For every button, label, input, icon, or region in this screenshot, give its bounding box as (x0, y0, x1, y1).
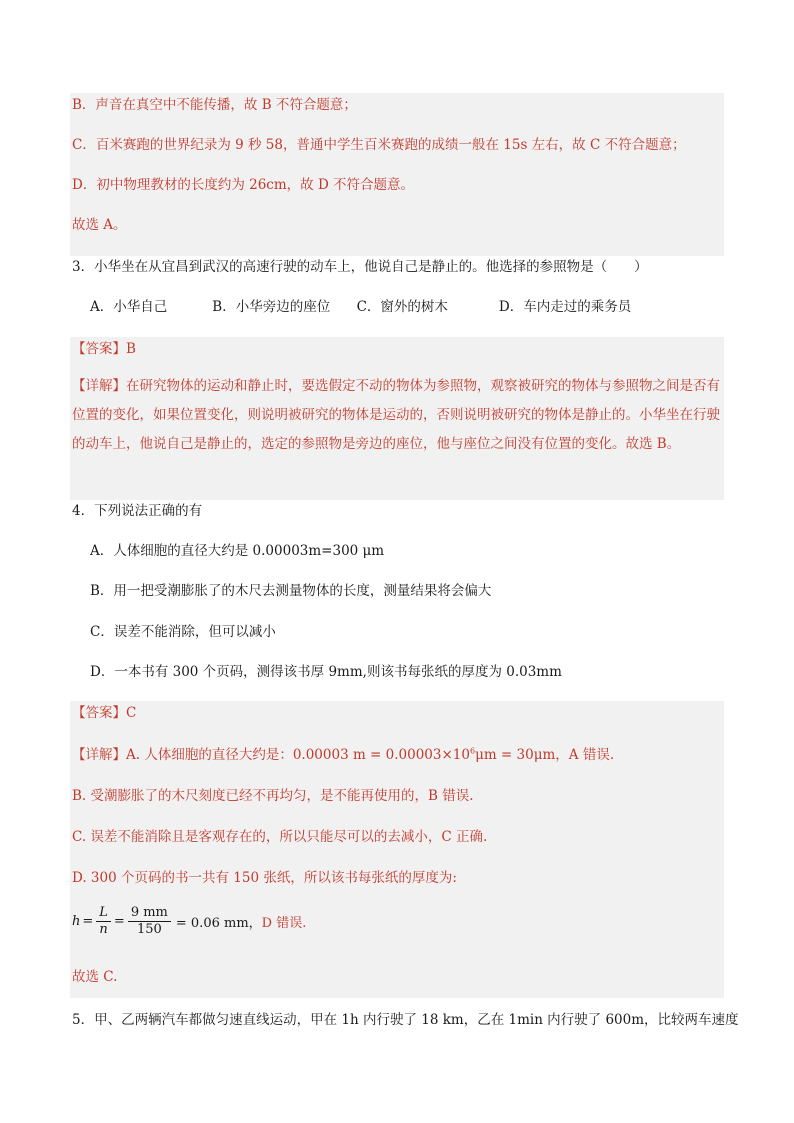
formula-lhs: h (72, 914, 81, 929)
q4-conclusion: 故选 C. (72, 969, 118, 985)
q4-answer-value: C (126, 705, 137, 721)
q4-answer (72, 703, 136, 723)
formula-fraction-2 (128, 905, 171, 938)
q4-detail-b: B. 受潮膨胀了的木尺刻度已经不再均匀，是不能再使用的，B 错误. (72, 788, 474, 804)
q4-option-a: A．人体细胞的直径大约是 0.00003m=300 μm (90, 543, 385, 559)
q3-detail-tag: 【详解】 (72, 378, 126, 394)
formula-f2-den: 150 (136, 922, 162, 937)
q3-detail-text: 在研究物体的运动和静止时，要选假定不动的物体为参照物，观察被研究的物体与参照物之间是否有位置的变化，如果位置变化，则说明被研究的物体是运动的，否则说明被研究的物体是静止的。小华坐在行驶的动车上，他说自己是静止的，选定的参照物是旁边的座位，他与座位之间没有位置的变化。故选 B。 (72, 378, 720, 452)
q3-stem: 3．小华坐在从宜昌到武汉的高速行驶的动车上，他说自己是静止的。他选择的参照物是（ ） (72, 259, 648, 275)
q4-detail-a-exp: 6 (469, 746, 476, 756)
q4-detail-c: C. 误差不能消除且是客观存在的，所以只能尽可以的去减小，C 正确. (72, 829, 488, 845)
prev-answer-b: B．声音在真空中不能传播，故 B 不符合题意； (72, 97, 357, 113)
formula-f2-num: 9 mm (128, 905, 171, 922)
prev-conclusion: 故选 A。 (72, 217, 127, 233)
formula-result: = 0.06 mm， (175, 916, 262, 931)
q4-detail-d: D. 300 个页码的书一共有 150 张纸，所以该书每张纸的厚度为: (72, 870, 457, 886)
q4-stem: 4．下列说法正确的有 (72, 503, 203, 519)
q3-option-b: B．小华旁边的座位 (212, 299, 331, 315)
formula-eq-2: = (113, 914, 125, 929)
q3-option-c: C．窗外的树木 (356, 299, 448, 315)
q3-options (90, 297, 631, 317)
formula-f1-num: L (96, 905, 111, 922)
q4-option-d: D．一本书有 300 个页码，测得该书厚 9mm,则该书每张纸的厚度为 0.03mm (90, 664, 562, 680)
q5-stem: 5．甲、乙两辆汽车都做匀速直线运动，甲在 1h 内行驶了 18 km，乙在 1min 内行驶了 600m，比较两车速度 (72, 1012, 739, 1028)
formula-verdict: D 错误. (261, 916, 307, 931)
prev-answer-c: C．百米赛跑的世界纪录为 9 秒 58，普通中学生百米赛跑的成绩一般在 15s 左右，故 C 不符合题意； (72, 137, 686, 153)
q3-answer-tag: 【答案】 (72, 341, 126, 357)
prev-answer-d: D．初中物理教材的长度约为 26cm，故 D 不符合题意。 (72, 177, 415, 193)
q4-detail-a (72, 745, 614, 765)
q3-detail (72, 372, 724, 459)
q4-option-c: C．误差不能消除，但可以减小 (90, 624, 276, 640)
q4-detail-a-pre: A. 人体细胞的直径大约是：0.00003 m = 0.00003×10 (126, 747, 470, 763)
formula-fraction-1 (96, 905, 111, 938)
q3-answer-value: B (126, 341, 136, 357)
q4-formula (72, 905, 306, 938)
formula-eq: = (82, 914, 94, 929)
q4-detail-tag: 【详解】 (72, 747, 126, 763)
formula-f1-den: n (99, 922, 108, 937)
q4-detail-a-post: μm = 30μm，A 错误. (475, 747, 615, 763)
q4-option-b: B．用一把受潮膨胀了的木尺去测量物体的长度，测量结果将会偏大 (90, 583, 492, 599)
q3-option-d: D．车内走过的乘务员 (498, 299, 632, 315)
q3-option-a: A．小华自己 (90, 299, 168, 315)
q3-answer (72, 339, 136, 359)
q4-answer-tag: 【答案】 (72, 705, 126, 721)
